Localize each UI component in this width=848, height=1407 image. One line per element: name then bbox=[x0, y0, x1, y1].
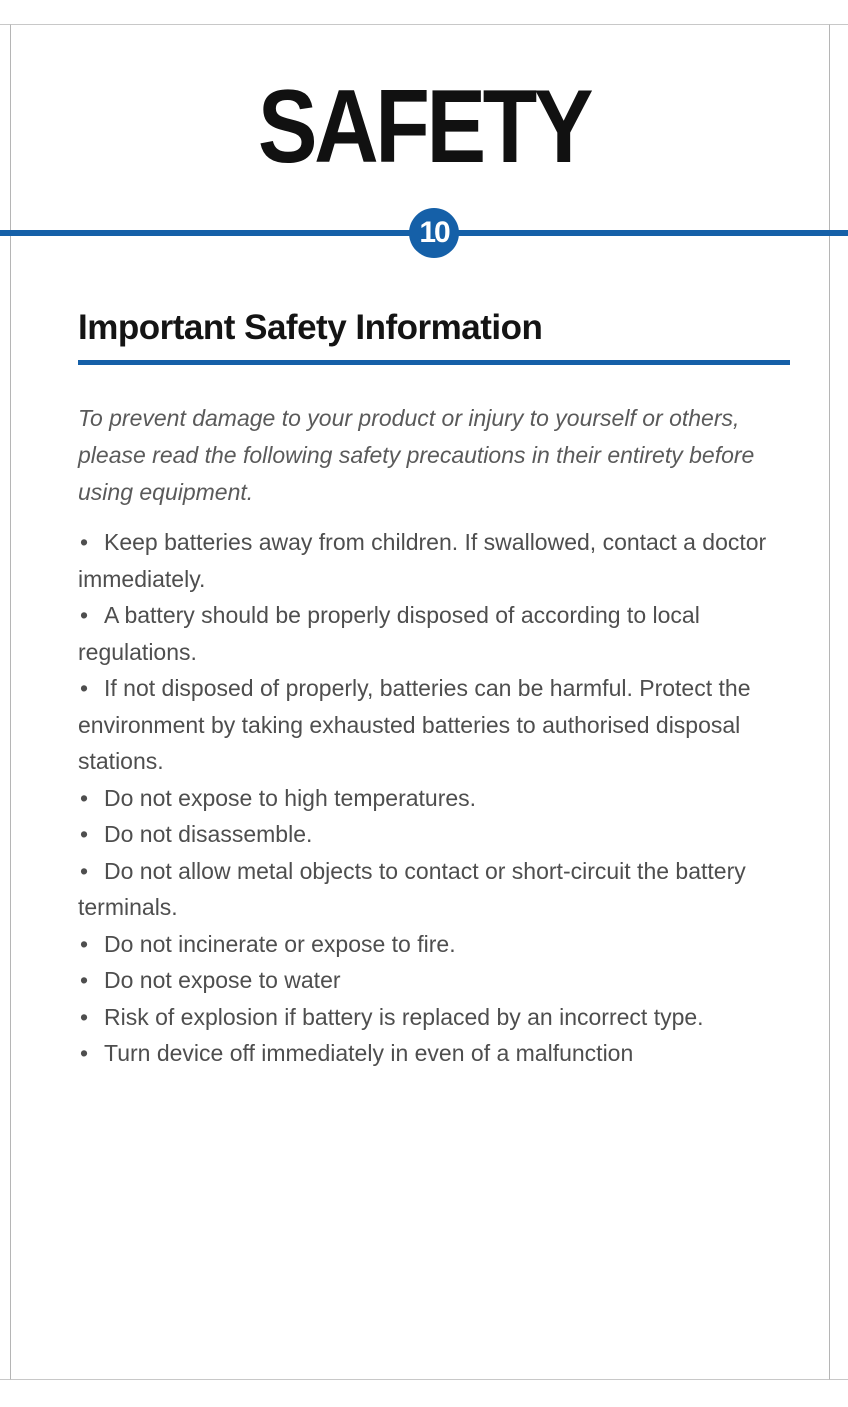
bullet-icon: • bbox=[80, 1003, 89, 1030]
intro-paragraph: To prevent damage to your product or injury to yourself or others, please read the following safety precautions in their entirety before using equipment. bbox=[78, 405, 755, 505]
list-item-text: Do not disassemble. bbox=[104, 821, 313, 847]
list-item bbox=[78, 1035, 798, 1072]
bullet-icon: • bbox=[80, 602, 89, 628]
bullet-icon: • bbox=[80, 967, 89, 993]
list-item bbox=[78, 962, 798, 999]
list-item-text: Keep batteries away from children. If swallowed, contact a doctor immediately. bbox=[78, 529, 767, 592]
list-item-text: A battery should be properly disposed of according to local regulations. bbox=[78, 602, 700, 665]
list-item bbox=[78, 926, 798, 963]
bullet-icon: • bbox=[80, 857, 89, 884]
safety-bullet-list bbox=[78, 524, 798, 1072]
subheading-rule bbox=[78, 360, 790, 365]
list-item bbox=[78, 999, 798, 1036]
bullet-icon: • bbox=[80, 529, 89, 555]
list-item-text: Do not expose to water bbox=[104, 967, 341, 993]
bullet-icon: • bbox=[80, 675, 89, 701]
list-item bbox=[78, 780, 798, 817]
list-item-text: Do not expose to high temperatures. bbox=[104, 784, 477, 811]
section-title: SAFETY bbox=[257, 69, 591, 185]
page-number-badge: 10 bbox=[409, 208, 459, 258]
list-item bbox=[78, 524, 798, 597]
bullet-icon: • bbox=[80, 784, 89, 811]
bullet-icon: • bbox=[80, 1040, 89, 1066]
bullet-icon: • bbox=[80, 821, 89, 847]
list-item bbox=[78, 670, 798, 780]
list-item-text: Turn device off immediately in even of a malfunction bbox=[104, 1040, 634, 1066]
list-item-text: Do not incinerate or expose to fire. bbox=[104, 930, 456, 957]
list-item bbox=[78, 816, 798, 853]
list-item-text: Do not allow metal objects to contact or short-circuit the battery terminals. bbox=[78, 857, 746, 920]
bullet-icon: • bbox=[80, 930, 89, 957]
list-item bbox=[78, 597, 798, 670]
subheading: Important Safety Information bbox=[78, 308, 543, 347]
list-item-text: Risk of explosion if battery is replaced by an incorrect type. bbox=[104, 1003, 704, 1030]
list-item-text: If not disposed of properly, batteries can be harmful. Protect the environment by taking exhausted batteries to authorised disposal stations. bbox=[78, 675, 751, 774]
list-item bbox=[78, 853, 798, 926]
